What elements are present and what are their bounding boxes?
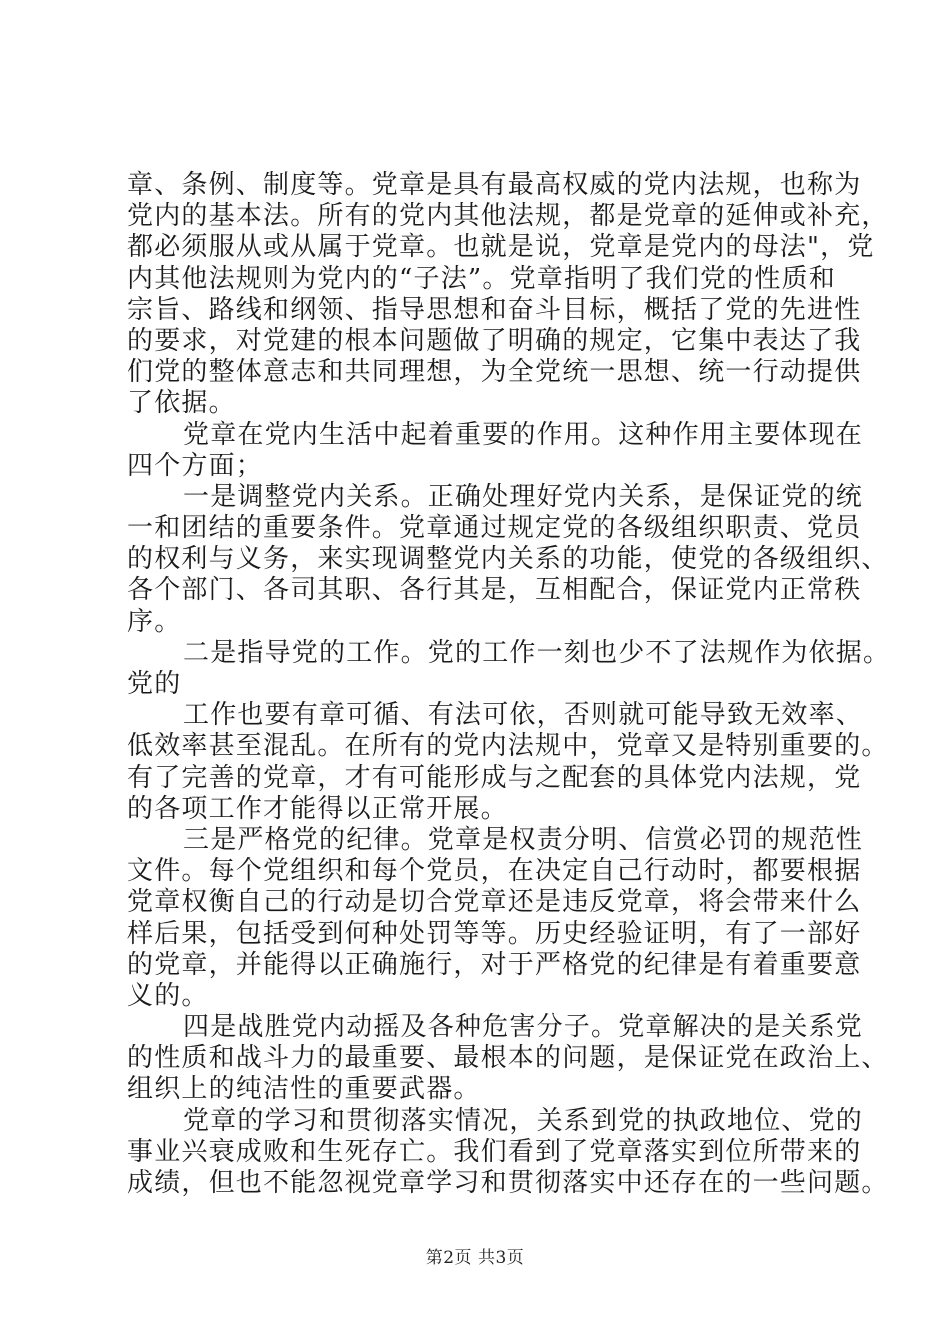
text-line: 党内的基本法。所有的党内其他法规，都是党章的延伸或补充， [127, 201, 889, 232]
text-line: 了依据。 [127, 388, 236, 419]
text-line: 的党章，并能得以正确施行，对于严格党的纪律是有着重要意 [127, 949, 862, 980]
text-line: 宗旨、路线和纲领、指导思想和奋斗目标，概括了党的先进性 [127, 294, 862, 325]
text-line: 义的。 [127, 980, 209, 1011]
text-line: 党章权衡自己的行动是切合党章还是违反党章，将会带来什么 [127, 887, 862, 918]
text-line: 的要求，对党建的根本问题做了明确的规定，它集中表达了我 [127, 325, 862, 356]
text-line: 章、条例、制度等。党章是具有最高权威的党内法规，也称为 [127, 170, 862, 200]
text-line: 党的 [127, 669, 182, 699]
text-line: 有了完善的党章，才有可能形成与之配套的具体党内法规，党 [127, 762, 862, 793]
text-line: 文件。每个党组织和每个党员，在决定自己行动时，都要根据 [127, 856, 862, 887]
text-line: 四是战胜党内动摇及各种危害分子。党章解决的是关系党 [183, 1012, 864, 1043]
text-line: 的权利与义务，来实现调整党内关系的功能，使党的各级组织、 [127, 544, 889, 575]
text-line: 四个方面； [127, 450, 264, 481]
text-line: 成绩，但也不能忽视党章学习和贯彻落实中还存在的一些问题。 [127, 1168, 889, 1198]
text-line: 各个部门、各司其职、各行其是，互相配合，保证党内正常秩 [127, 575, 862, 606]
document-body [127, 170, 891, 1199]
text-line: 低效率甚至混乱。在所有的党内法规中，党章又是特别重要的。 [127, 731, 889, 762]
text-line: 样后果，包括受到何种处罚等等。历史经验证明，有了一部好 [127, 918, 862, 949]
text-line: 二是指导党的工作。党的工作一刻也少不了法规作为依据。 [183, 637, 891, 668]
text-line: 的各项工作才能得以正常开展。 [127, 793, 508, 824]
text-line: 们党的整体意志和共同理想，为全党统一思想、统一行动提供 [127, 357, 862, 388]
text-line: 序。 [127, 606, 182, 637]
text-line: 一和团结的重要条件。党章通过规定党的各级组织职责、党员 [127, 513, 862, 544]
text-line: 党章的学习和贯彻落实情况，关系到党的执政地位、党的 [183, 1105, 864, 1136]
text-line: 组织上的纯洁性的重要武器。 [127, 1074, 481, 1105]
text-line: 都必须服从或从属于党章。也就是说，党章是党内的母法"，党 [127, 232, 875, 263]
text-line: 工作也要有章可循、有法可依，否则就可能导致无效率、 [183, 700, 864, 731]
page-number-footer: 第2页 共3页 [425, 1248, 525, 1268]
text-line: 三是严格党的纪律。党章是权责分明、信赏必罚的规范性 [183, 824, 864, 855]
text-line: 内其他法规则为党内的“子法”。党章指明了我们党的性质和 [127, 263, 836, 294]
text-line: 一是调整党内关系。正确处理好党内关系，是保证党的统 [183, 481, 864, 512]
text-line: 党章在党内生活中起着重要的作用。这种作用主要体现在 [183, 419, 864, 450]
text-line: 事业兴衰成败和生死存亡。我们看到了党章落实到位所带来的 [127, 1136, 862, 1167]
text-line: 的性质和战斗力的最重要、最根本的问题，是保证党在政治上、 [127, 1043, 889, 1074]
